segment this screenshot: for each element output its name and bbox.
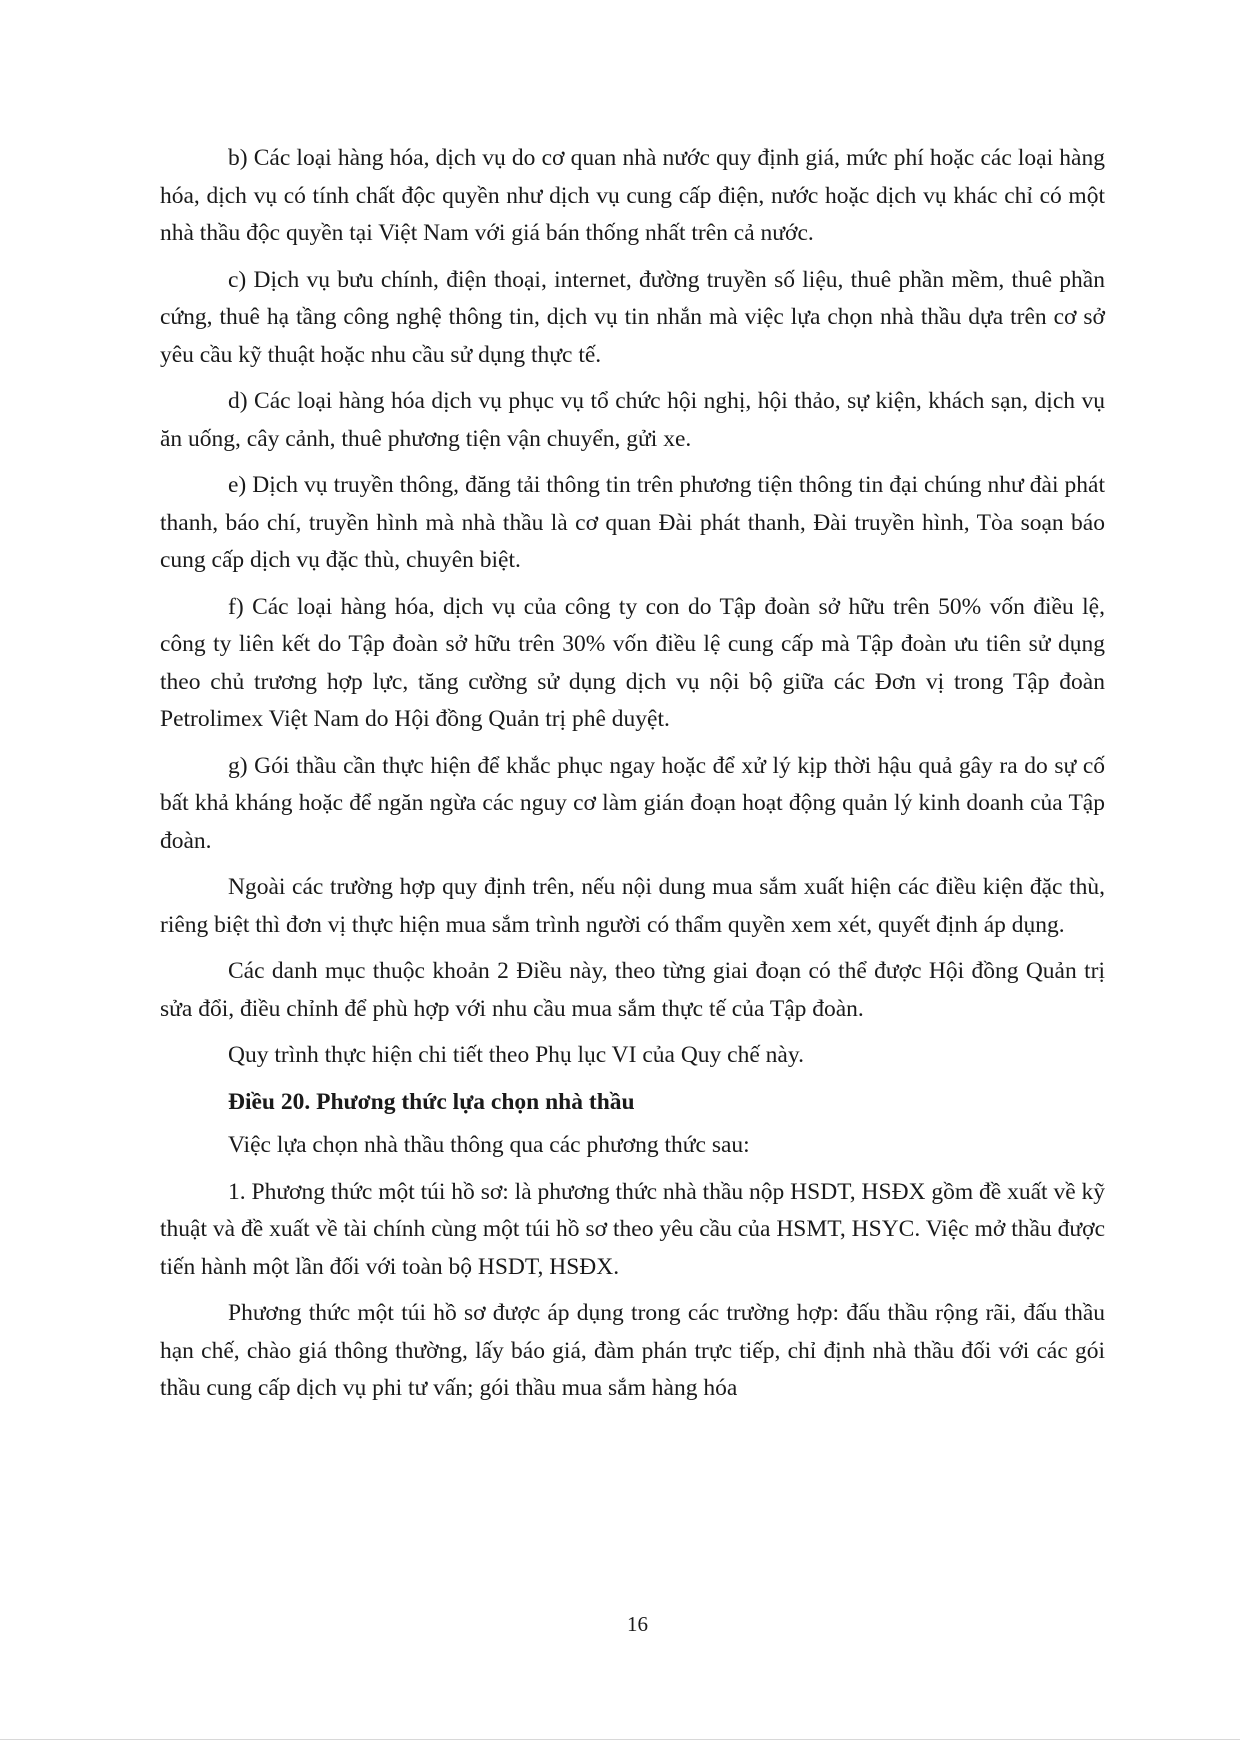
paragraph-d: d) Các loại hàng hóa dịch vụ phục vụ tổ chức hội nghị, hội thảo, sự kiện, khách sạn, dịch vụ ăn uống, cây cảnh, thuê phương tiện vận chuyển, gửi xe. [160,388,1105,452]
paragraph-b: b) Các loại hàng hóa, dịch vụ do cơ quan nhà nước quy định giá, mức phí hoặc các loại hàng hóa, dịch vụ có tính chất độc quyền như dịch vụ cung cấp điện, nước hoặc dịch vụ khác chỉ có một nhà thầu độc quyền tại Việt Nam với giá bán thống nhất trên cả nước. [160,145,1105,246]
paragraph-e: e) Dịch vụ truyền thông, đăng tải thông tin trên phương tiện thông tin đại chúng như đài phát thanh, báo chí, truyền hình mà nhà thầu là cơ quan Đài phát thanh, Đài truyền hình, Tòa soạn báo cung cấp dịch vụ đặc thù, chuyên biệt. [160,472,1105,573]
paragraph-g: g) Gói thầu cần thực hiện để khắc phục ngay hoặc để xử lý kịp thời hậu quả gây ra do sự cố bất khả kháng hoặc để ngăn ngừa các nguy cơ làm gián đoạn hoạt động quản lý kinh doanh của Tập đoàn. [160,752,1105,854]
article-20-heading: Điều 20. Phương thức lựa chọn nhà thầu [228,1088,635,1115]
paragraph-c: c) Dịch vụ bưu chính, điện thoại, internet, đường truyền số liệu, thuê phần mềm, thuê phần cứng, thuê hạ tầng công nghệ thông tin, dịch vụ tin nhắn mà việc lựa chọn nhà thầu dựa trên cơ sở yêu cầu kỹ thuật hoặc nhu cầu sử dụng thực tế. [160,266,1105,368]
paragraph-procedure-reference: Quy trình thực hiện chi tiết theo Phụ lục VI của Quy chế này. [228,1042,804,1068]
paragraph-single-envelope-method: 1. Phương thức một túi hồ sơ: là phương thức nhà thầu nộp HSDT, HSĐX gồm đề xuất về kỹ thuật và đề xuất về tài chính cùng một túi hồ sơ theo yêu cầu của HSMT, HSYC. Việc mở thầu được tiến hành một lần đối với toàn bộ HSDT, HSĐX. [160,1178,1105,1280]
paragraph-single-envelope-application: Phương thức một túi hồ sơ được áp dụng trong các trường hợp: đấu thầu rộng rãi, đấu thầu hạn chế, chào giá thông thường, lấy báo giá, đàm phán trực tiếp, chỉ định nhà thầu đối với các gói thầu cung cấp dịch vụ phi tư vấn; gói thầu mua sắm hàng hóa [160,1300,1105,1401]
scan-bottom-edge [0,1739,1240,1740]
page-number: 16 [627,1612,648,1636]
paragraph-selection-methods-intro: Việc lựa chọn nhà thầu thông qua các phương thức sau: [228,1132,750,1158]
document-page [160,140,1105,1417]
paragraph-f: f) Các loại hàng hóa, dịch vụ của công ty con do Tập đoàn sở hữu trên 50% vốn điều lệ, công ty liên kết do Tập đoàn sở hữu trên 30% vốn điều lệ cung cấp mà Tập đoàn ưu tiên sử dụng theo chủ trương hợp lực, tăng cường sử dụng dịch vụ nội bộ giữa các Đơn vị trong Tập đoàn Petrolimex Việt Nam do Hội đồng Quản trị phê duyệt. [160,593,1105,732]
paragraph-other-cases: Ngoài các trường hợp quy định trên, nếu nội dung mua sắm xuất hiện các điều kiện đặc thù, riêng biệt thì đơn vị thực hiện mua sắm trình người có thẩm quyền xem xét, quyết định áp dụng. [160,874,1105,938]
paragraph-catalog-amendment: Các danh mục thuộc khoản 2 Điều này, theo từng giai đoạn có thể được Hội đồng Quản trị sửa đổi, điều chỉnh để phù hợp với nhu cầu mua sắm thực tế của Tập đoàn. [160,958,1105,1022]
